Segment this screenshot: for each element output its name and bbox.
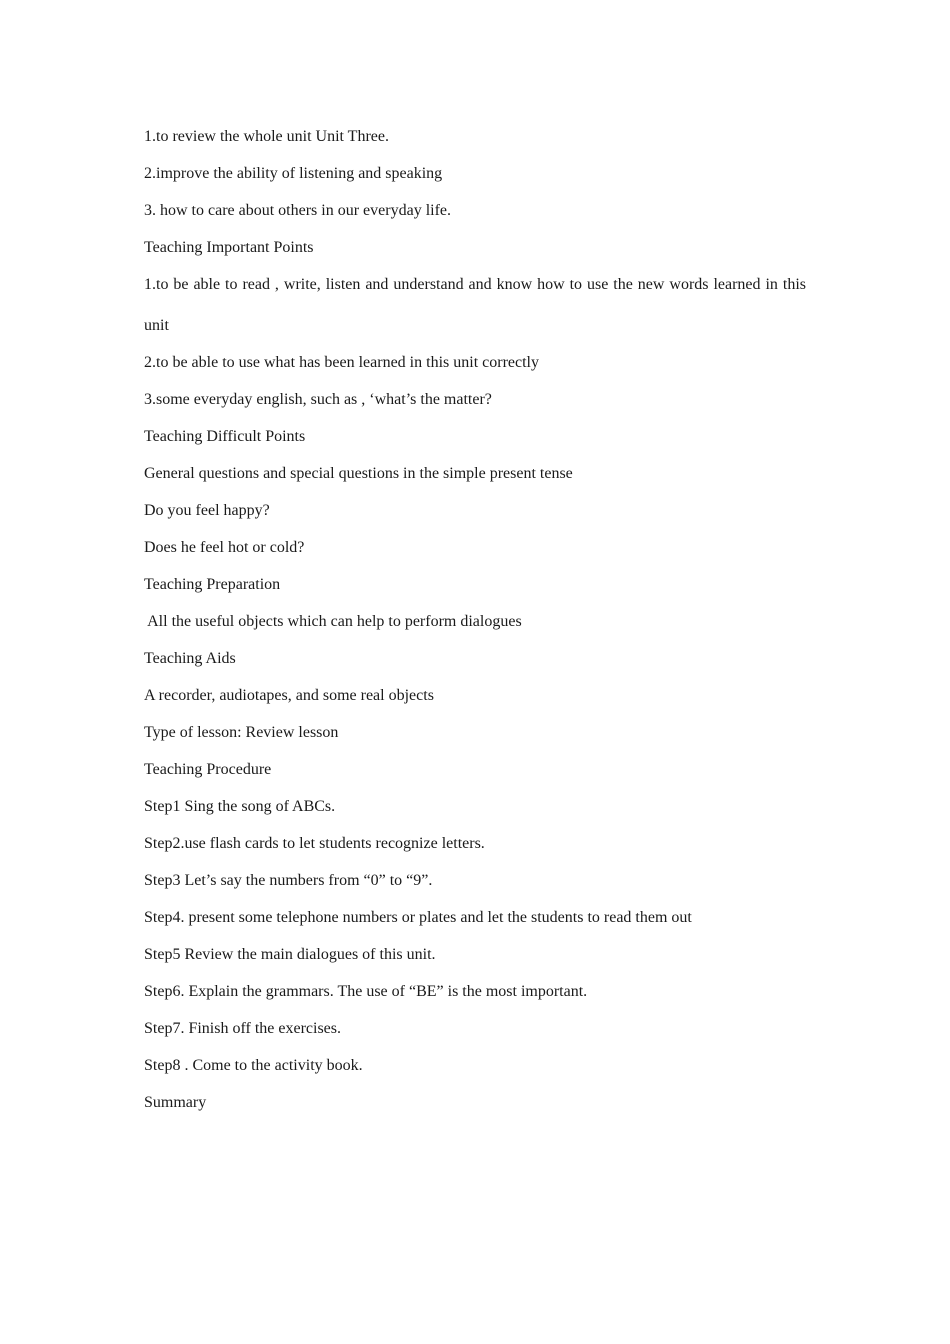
heading-preparation: Teaching Preparation [144, 576, 281, 593]
difficult-point-description: General questions and special questions in the simple present tense [144, 465, 573, 482]
objective-2: 2.improve the ability of listening and speaking [144, 165, 443, 182]
preparation-text: All the useful objects which can help to perform dialogues [144, 613, 522, 630]
heading-difficult-points: Teaching Difficult Points [144, 428, 306, 445]
lesson-type: Type of lesson: Review lesson [144, 724, 339, 741]
step-7: Step7. Finish off the exercises. [144, 1020, 342, 1037]
document-body [144, 126, 806, 1129]
step-2: Step2.use flash cards to let students recognize letters. [144, 835, 485, 852]
heading-aids: Teaching Aids [144, 650, 236, 667]
aids-text: A recorder, audiotapes, and some real objects [144, 687, 434, 704]
heading-procedure: Teaching Procedure [144, 761, 272, 778]
step-6: Step6. Explain the grammars. The use of “BE” is the most important. [144, 983, 588, 1000]
step-5: Step5 Review the main dialogues of this unit. [144, 946, 436, 963]
important-point-1: 1.to be able to read , write, listen and understand and know how to use the new words learned in this unit [144, 276, 806, 334]
step-4: Step4. present some telephone numbers or plates and let the students to read them out [144, 909, 692, 926]
important-point-3: 3.some everyday english, such as , ‘what’s the matter? [144, 391, 492, 408]
example-question-2: Does he feel hot or cold? [144, 539, 305, 556]
important-point-2: 2.to be able to use what has been learned in this unit correctly [144, 354, 539, 371]
heading-summary: Summary [144, 1094, 207, 1111]
step-3: Step3 Let’s say the numbers from “0” to “9”. [144, 872, 433, 889]
step-1: Step1 Sing the song of ABCs. [144, 798, 336, 815]
step-8: Step8 . Come to the activity book. [144, 1057, 363, 1074]
heading-important-points: Teaching Important Points [144, 239, 314, 256]
example-question-1: Do you feel happy? [144, 502, 270, 519]
objective-3: 3. how to care about others in our everyday life. [144, 202, 452, 219]
objective-1: 1.to review the whole unit Unit Three. [144, 128, 389, 145]
